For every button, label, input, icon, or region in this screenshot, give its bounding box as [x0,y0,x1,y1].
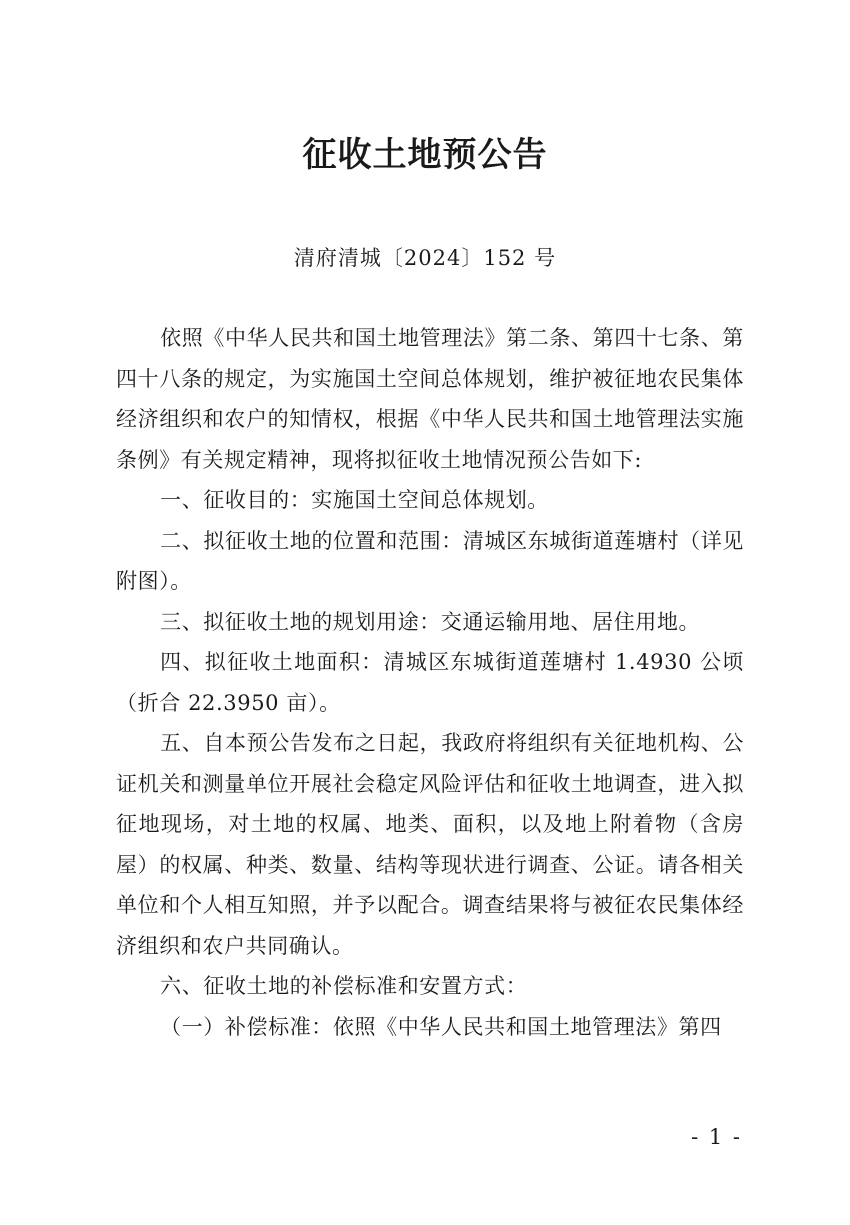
paragraph-purpose: 一、征收目的：实施国土空间总体规划。 [160,488,549,512]
paragraph-compensation-heading: 六、征收土地的补偿标准和安置方式： [160,974,528,998]
document-body [116,318,744,1047]
paragraph-survey: 五、自本预公告发布之日起，我政府将组织有关征地机构、公证机关和测量单位开展社会稳定风险评估和征收土地调查，进入拟征地现场，对土地的权属、地类、面积，以及地上附着物（含房屋）的权属、种类、数量、结构等现状进行调查、公证。请各相关单位和个人相互知照，并予以配合。调查结果将与被征农民集体经济组织和农户共同确认。 [116,731,744,958]
paragraph-compensation-standard: （一）补偿标准：依照《中华人民共和国土地管理法》第四 [160,1014,722,1039]
paragraph-area: 四、拟征收土地面积：清城区东城街道莲塘村 1.4930 公顷（折合 22.3950 亩）。 [116,650,744,715]
page-title: 征收土地预公告 [302,135,548,175]
page-number: - 1 - [691,1125,742,1149]
document-number: 清府清城〔2024〕152 号 [293,246,557,270]
paragraph-land-use: 三、拟征收土地的规划用途：交通运输用地、居住用地。 [160,609,701,634]
paragraph-intro: 依照《中华人民共和国土地管理法》第二条、第四十七条、第四十八条的规定，为实施国土空间总体规划，维护被征地农民集体经济组织和农户的知情权，根据《中华人民共和国土地管理法实施条例》有关规定精神，现将拟征收土地情况预公告如下: [116,326,744,472]
paragraph-location: 二、拟征收土地的位置和范围：清城区东城街道莲塘村（详见附图）。 [116,528,744,593]
